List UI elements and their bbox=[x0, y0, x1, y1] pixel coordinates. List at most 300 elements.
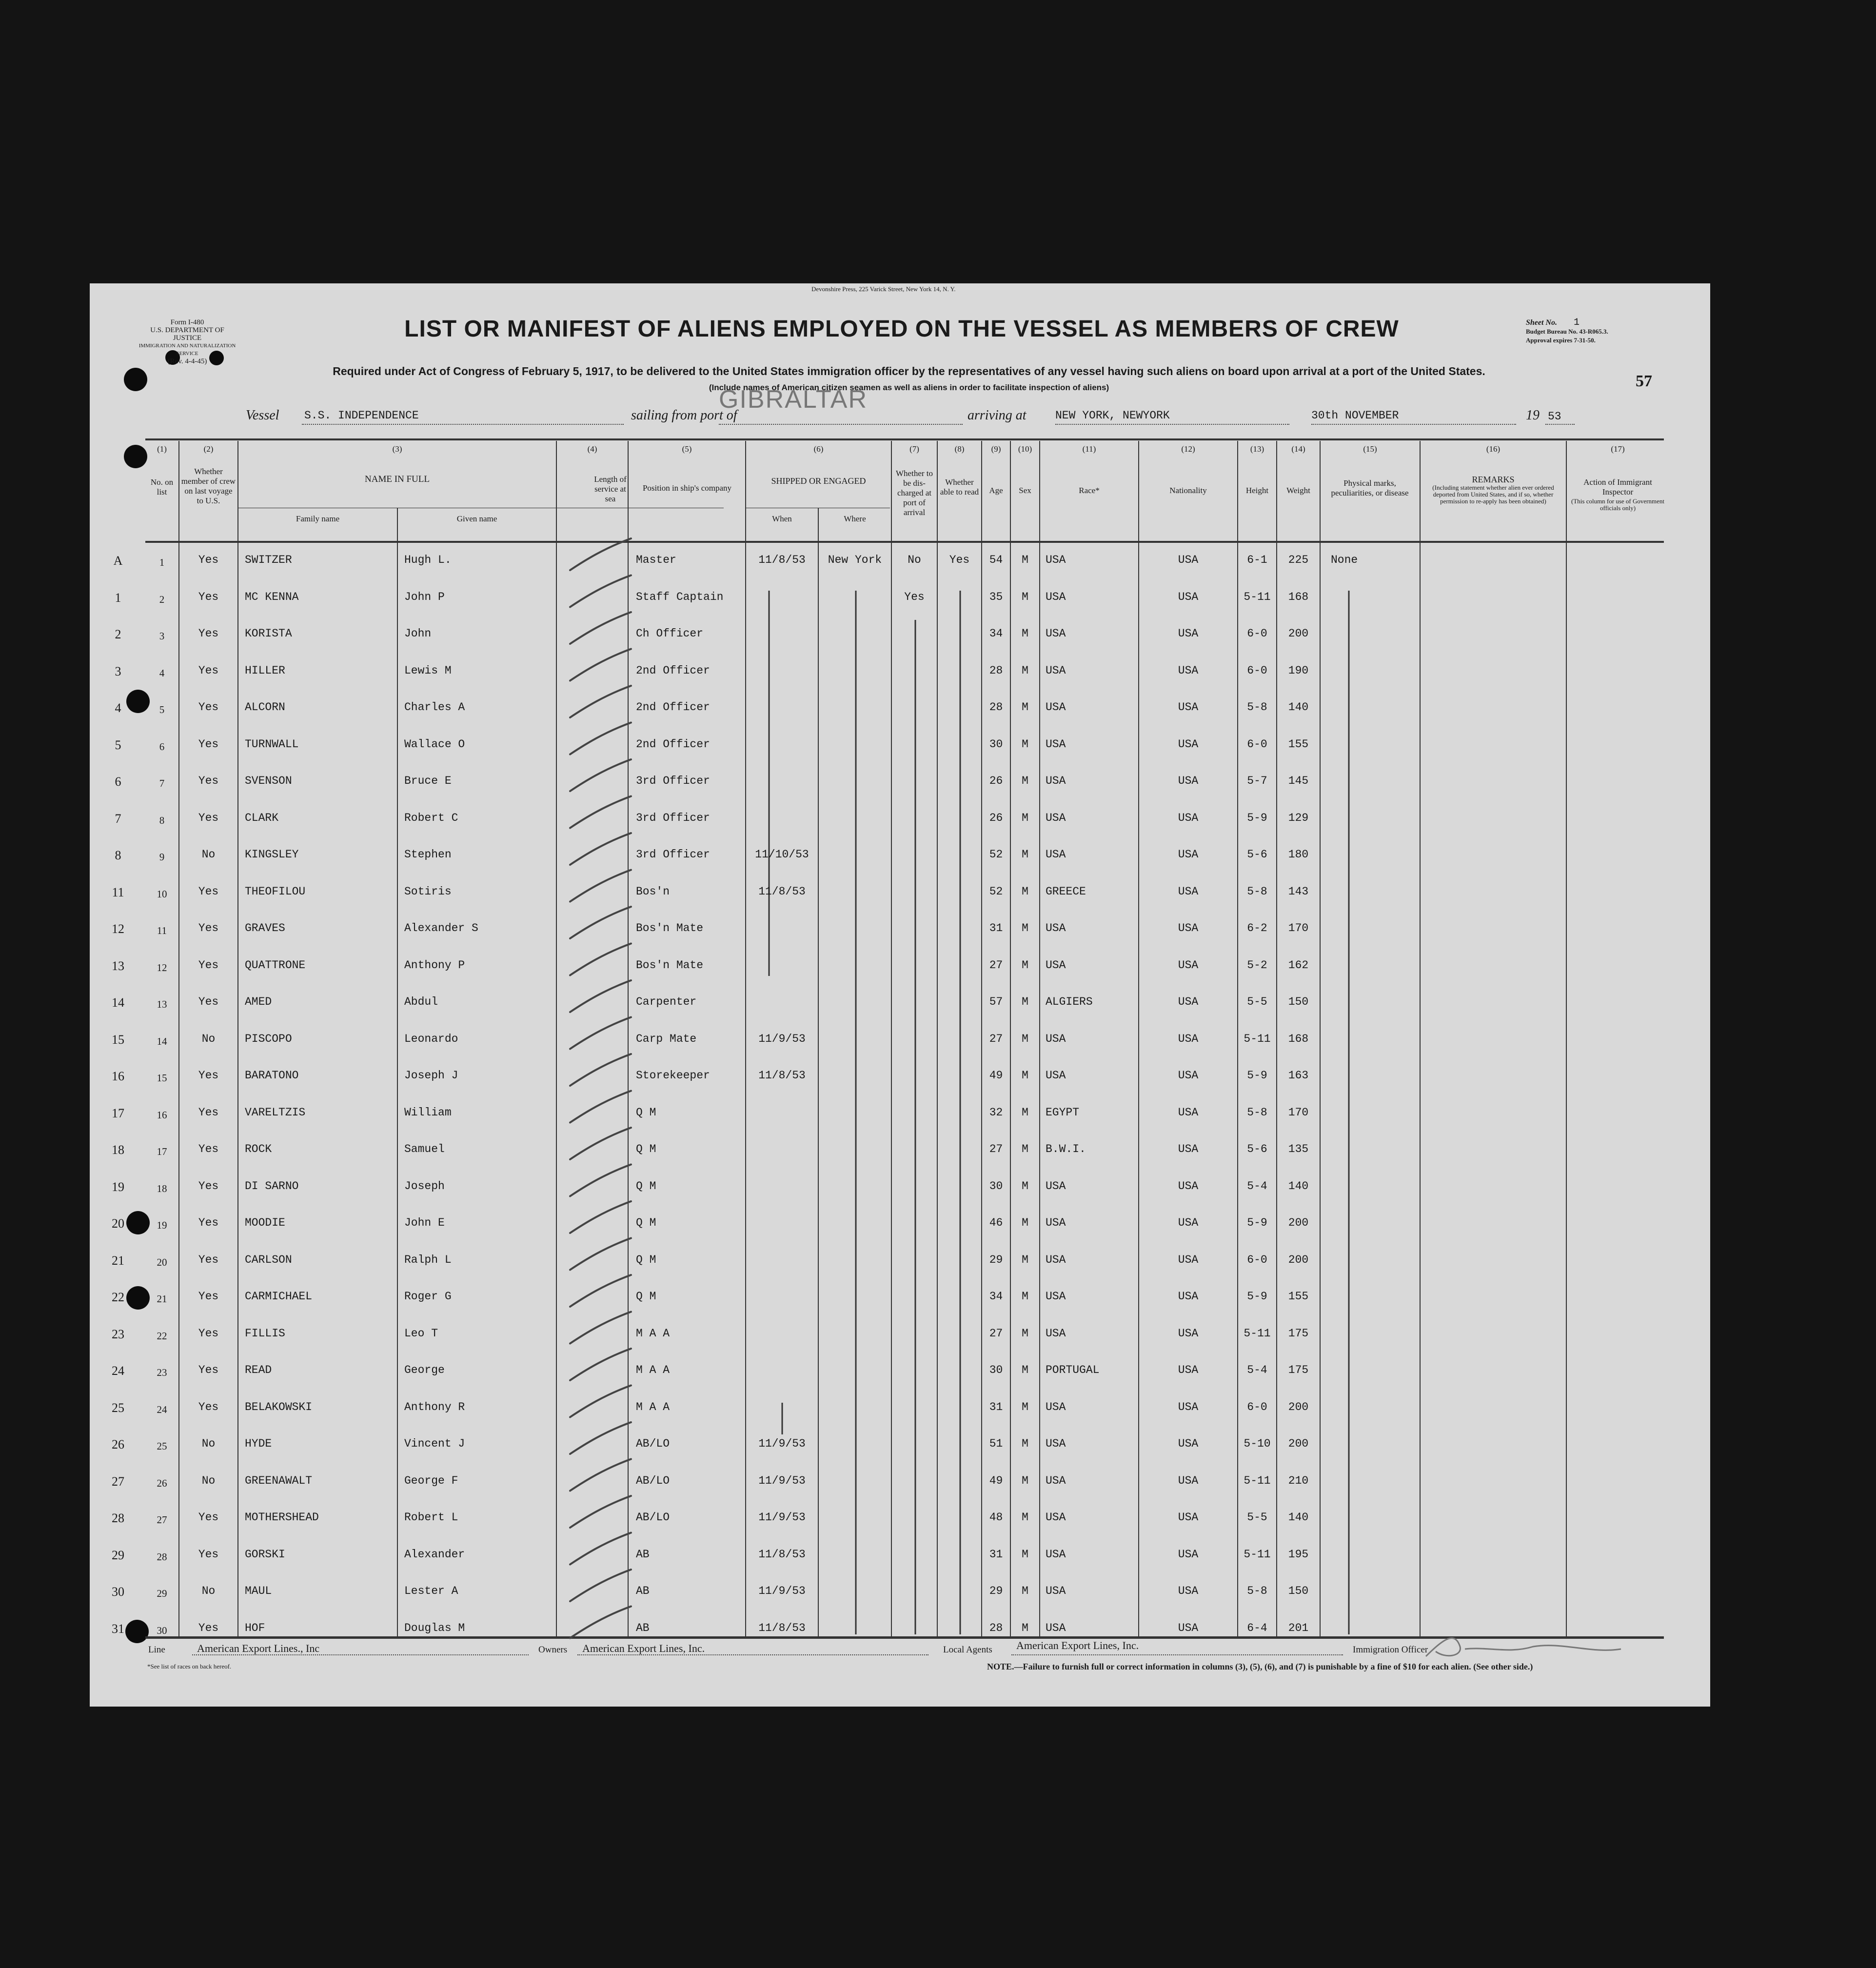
service-checkmarks bbox=[570, 538, 631, 1638]
row-height: 5-6 bbox=[1247, 848, 1267, 861]
row-height: 6-0 bbox=[1247, 627, 1267, 640]
row-position: Bos'n Mate bbox=[636, 958, 704, 972]
col-header-where: Where bbox=[844, 514, 866, 523]
service-checkmark bbox=[570, 980, 631, 1012]
row-weight: 168 bbox=[1288, 590, 1309, 603]
row-nationality: USA bbox=[1178, 701, 1199, 714]
col-header-remarks-note: (Including statement whether alien ever ordered deported from United States, and if so, whether permission to re-apply has been obtained) bbox=[1432, 484, 1554, 505]
row-number: 3 bbox=[159, 630, 165, 642]
row-given-name: George F bbox=[404, 1474, 458, 1487]
row-position: Q M bbox=[636, 1106, 656, 1119]
row-shipped-where: New York bbox=[828, 554, 882, 566]
service-checkmark bbox=[570, 1017, 631, 1049]
handwriting-layer bbox=[90, 283, 1710, 1707]
row-last-voyage: Yes bbox=[198, 1069, 219, 1082]
row-position: 3rd Officer bbox=[636, 775, 710, 787]
row-position: 3rd Officer bbox=[636, 811, 710, 824]
col-header-given: Given name bbox=[456, 514, 497, 523]
row-sex: M bbox=[1022, 958, 1028, 972]
row-sex: M bbox=[1022, 554, 1028, 566]
row-given-name: Anthony P bbox=[404, 958, 465, 972]
row-reference: 7 bbox=[115, 811, 121, 826]
row-age: 28 bbox=[989, 701, 1003, 714]
agents-underline bbox=[1011, 1654, 1343, 1655]
row-given-name: Douglas M bbox=[404, 1621, 465, 1634]
row-age: 29 bbox=[989, 1585, 1003, 1597]
row-sex: M bbox=[1022, 1511, 1028, 1524]
row-number: 14 bbox=[157, 1035, 167, 1047]
col-number: (11) bbox=[1082, 444, 1096, 454]
row-given-name: Stephen bbox=[404, 848, 452, 861]
row-race: USA bbox=[1046, 922, 1066, 934]
row-age: 27 bbox=[989, 1143, 1003, 1155]
row-nationality: USA bbox=[1178, 922, 1199, 934]
row-nationality: USA bbox=[1178, 1474, 1199, 1487]
row-position: 2nd Officer bbox=[636, 737, 710, 751]
col-header-remarks: REMARKS bbox=[1472, 475, 1515, 484]
row-reference: 17 bbox=[112, 1106, 124, 1120]
row-given-name: Leonardo bbox=[404, 1032, 458, 1045]
row-height: 6-0 bbox=[1247, 1253, 1267, 1266]
row-nationality: USA bbox=[1178, 590, 1199, 603]
row-height: 6-0 bbox=[1247, 737, 1267, 751]
row-weight: 135 bbox=[1288, 1143, 1309, 1155]
row-height: 5-9 bbox=[1247, 1290, 1267, 1303]
row-reference: 16 bbox=[112, 1069, 124, 1083]
row-height: 5-11 bbox=[1244, 1327, 1271, 1340]
row-sex: M bbox=[1022, 1400, 1028, 1413]
row-nationality: USA bbox=[1178, 1290, 1199, 1303]
service-checkmark bbox=[570, 538, 631, 570]
row-family-name: CLARK bbox=[245, 811, 279, 824]
row-race: USA bbox=[1046, 1290, 1066, 1303]
row-given-name: Roger G bbox=[404, 1290, 452, 1303]
row-family-name: MOODIE bbox=[245, 1216, 285, 1229]
row-race: USA bbox=[1046, 1400, 1066, 1413]
service-checkmark bbox=[570, 1054, 631, 1086]
row-shipped-when: 11/8/53 bbox=[758, 1621, 806, 1634]
row-weight: 140 bbox=[1288, 1179, 1309, 1193]
row-age: 30 bbox=[989, 1179, 1003, 1193]
row-number: 1 bbox=[159, 557, 165, 568]
row-number: 7 bbox=[159, 777, 165, 789]
service-checkmark bbox=[570, 686, 631, 717]
row-given-name: Abdul bbox=[404, 995, 438, 1008]
col-header-position: Position in ship's company bbox=[642, 483, 732, 493]
row-age: 34 bbox=[989, 1290, 1003, 1303]
row-family-name: AMED bbox=[245, 995, 272, 1008]
row-position: Ch Officer bbox=[636, 627, 704, 640]
row-reference: 1 bbox=[115, 590, 121, 605]
row-age: 30 bbox=[989, 737, 1003, 751]
row-number: 29 bbox=[157, 1588, 167, 1599]
row-height: 5-11 bbox=[1244, 1474, 1271, 1487]
row-given-name: Anthony R bbox=[404, 1400, 465, 1413]
line-value: American Export Lines., Inc bbox=[197, 1642, 320, 1654]
row-nationality: USA bbox=[1178, 958, 1199, 972]
row-nationality: USA bbox=[1178, 811, 1199, 824]
printer-imprint: Devonshire Press, 225 Varick Street, New York 14, N. Y. bbox=[811, 285, 956, 293]
row-last-voyage: Yes bbox=[198, 1548, 219, 1561]
row-last-voyage: Yes bbox=[198, 1511, 219, 1524]
row-weight: 140 bbox=[1288, 701, 1309, 714]
row-nationality: USA bbox=[1178, 1621, 1199, 1634]
row-number: 22 bbox=[157, 1330, 167, 1342]
row-number: 6 bbox=[159, 740, 165, 753]
row-number: 11 bbox=[157, 925, 167, 936]
row-race: USA bbox=[1046, 1216, 1066, 1229]
service-checkmark bbox=[570, 1238, 631, 1270]
col-header-read: Whether able to read bbox=[940, 477, 979, 497]
row-reference: 21 bbox=[112, 1253, 124, 1268]
row-number: 12 bbox=[157, 961, 167, 974]
row-sex: M bbox=[1022, 1032, 1028, 1045]
row-sex: M bbox=[1022, 1548, 1028, 1561]
row-last-voyage: Yes bbox=[198, 627, 219, 640]
row-weight: 190 bbox=[1288, 664, 1309, 677]
penalty-note: NOTE.—Failure to furnish full or correct information in columns (3), (5), (6), and (7) is punishable by a fine of $10 for each alien. (See other side.) bbox=[987, 1662, 1533, 1671]
row-sex: M bbox=[1022, 627, 1028, 640]
year-prefix: 19 bbox=[1526, 408, 1540, 423]
row-nationality: USA bbox=[1178, 1548, 1199, 1561]
row-age: 28 bbox=[989, 664, 1003, 677]
row-reference: 5 bbox=[115, 737, 121, 752]
row-height: 5-11 bbox=[1244, 1548, 1271, 1561]
row-last-voyage: No bbox=[201, 1585, 216, 1597]
service-checkmark bbox=[570, 870, 631, 902]
col-number: (6) bbox=[813, 444, 824, 454]
row-reference: 12 bbox=[112, 922, 124, 936]
row-nationality: USA bbox=[1178, 995, 1199, 1008]
row-family-name: CARMICHAEL bbox=[245, 1290, 313, 1303]
col-header-discharged: Whether to be dis-charged at port of arrival bbox=[896, 469, 933, 517]
row-reference: 27 bbox=[112, 1474, 124, 1489]
row-sex: M bbox=[1022, 590, 1028, 603]
page-subtitle: Required under Act of Congress of February 5, 1917, to be delivered to the United States immigration officer by the representatives of any vessel having such aliens on board upon arrival at a port of the United States. bbox=[333, 365, 1485, 378]
row-reference: 13 bbox=[112, 958, 124, 973]
row-race: ALGIERS bbox=[1046, 995, 1093, 1008]
row-discharged: No bbox=[908, 554, 921, 566]
row-last-voyage: No bbox=[201, 1032, 216, 1045]
races-note: *See list of races on back hereof. bbox=[147, 1663, 232, 1670]
row-number: 21 bbox=[157, 1293, 167, 1305]
row-height: 5-7 bbox=[1247, 775, 1267, 787]
service-checkmark bbox=[570, 576, 631, 607]
row-weight: 225 bbox=[1288, 554, 1309, 566]
service-checkmark bbox=[570, 1496, 631, 1528]
service-checkmark bbox=[570, 1533, 631, 1565]
arriving-label: arriving at bbox=[968, 408, 1027, 423]
service-checkmark bbox=[570, 1570, 631, 1601]
service-checkmark bbox=[570, 1201, 631, 1233]
row-last-voyage: Yes bbox=[198, 922, 219, 934]
service-checkmark bbox=[570, 649, 631, 681]
service-checkmark bbox=[570, 1128, 631, 1159]
row-last-voyage: Yes bbox=[198, 1216, 219, 1229]
row-reference: 25 bbox=[112, 1400, 124, 1415]
row-last-voyage: Yes bbox=[198, 995, 219, 1008]
col-number: (1) bbox=[157, 444, 167, 454]
service-checkmark bbox=[570, 907, 631, 938]
service-checkmark bbox=[570, 833, 631, 865]
row-given-name: William bbox=[404, 1106, 452, 1119]
row-sex: M bbox=[1022, 1474, 1028, 1487]
row-family-name: GORSKI bbox=[245, 1548, 285, 1561]
row-age: 27 bbox=[989, 958, 1003, 972]
row-race: USA bbox=[1046, 1585, 1066, 1597]
row-given-name: Ralph L bbox=[404, 1253, 452, 1266]
row-height: 5-8 bbox=[1247, 701, 1267, 714]
row-shipped-when: 11/8/53 bbox=[758, 1548, 806, 1561]
row-race: USA bbox=[1046, 958, 1066, 972]
service-checkmark bbox=[570, 759, 631, 791]
row-height: 5-2 bbox=[1247, 958, 1267, 972]
row-number: 25 bbox=[157, 1440, 167, 1452]
row-last-voyage: Yes bbox=[198, 811, 219, 824]
row-position: Staff Captain bbox=[636, 590, 724, 603]
row-weight: 140 bbox=[1288, 1511, 1309, 1524]
row-sex: M bbox=[1022, 995, 1028, 1008]
row-position: Q M bbox=[636, 1216, 656, 1229]
row-position: AB bbox=[636, 1621, 650, 1634]
form-service: IMMIGRATION AND NATURALIZATION SERVICE bbox=[138, 343, 236, 357]
row-family-name: MOTHERSHEAD bbox=[245, 1511, 319, 1524]
row-nationality: USA bbox=[1178, 737, 1199, 751]
row-race: USA bbox=[1046, 627, 1066, 640]
row-sex: M bbox=[1022, 1621, 1028, 1634]
row-weight: 143 bbox=[1288, 885, 1309, 898]
owners-label: Owners bbox=[538, 1645, 568, 1655]
row-race: GREECE bbox=[1046, 885, 1086, 898]
row-age: 52 bbox=[989, 885, 1003, 898]
row-age: 52 bbox=[989, 848, 1003, 861]
row-race: USA bbox=[1046, 1179, 1066, 1193]
row-nationality: USA bbox=[1178, 1400, 1199, 1413]
row-age: 57 bbox=[989, 995, 1003, 1008]
row-last-voyage: Yes bbox=[198, 1621, 219, 1634]
row-number: 10 bbox=[157, 888, 167, 900]
row-nationality: USA bbox=[1178, 885, 1199, 898]
row-sex: M bbox=[1022, 701, 1028, 714]
col-number: (17) bbox=[1611, 444, 1625, 454]
line-underline bbox=[192, 1654, 529, 1655]
row-sex: M bbox=[1022, 664, 1028, 677]
row-reference: 23 bbox=[112, 1327, 124, 1341]
row-position: Master bbox=[636, 554, 676, 566]
row-number: 19 bbox=[157, 1219, 167, 1231]
col-number: (14) bbox=[1291, 444, 1305, 454]
row-reference: 11 bbox=[112, 885, 124, 899]
row-shipped-when: 11/8/53 bbox=[758, 554, 806, 566]
row-weight: 168 bbox=[1288, 1032, 1309, 1045]
row-last-voyage: Yes bbox=[198, 1143, 219, 1155]
row-height: 5-8 bbox=[1247, 885, 1267, 898]
row-sex: M bbox=[1022, 1106, 1028, 1119]
row-nationality: USA bbox=[1178, 848, 1199, 861]
row-reference: 18 bbox=[112, 1143, 124, 1157]
line-label: Line bbox=[148, 1645, 165, 1655]
col-header-family: Family name bbox=[296, 514, 340, 523]
row-position: 3rd Officer bbox=[636, 848, 710, 861]
row-shipped-when: 11/9/53 bbox=[758, 1585, 806, 1597]
row-sex: M bbox=[1022, 1364, 1028, 1376]
row-height: 5-8 bbox=[1247, 1585, 1267, 1597]
row-family-name: QUATTRONE bbox=[245, 958, 306, 972]
row-nationality: USA bbox=[1178, 1179, 1199, 1193]
col-number: (7) bbox=[909, 444, 919, 454]
row-given-name: Leo T bbox=[404, 1327, 438, 1340]
row-race: USA bbox=[1046, 775, 1066, 787]
row-number: 18 bbox=[157, 1182, 167, 1194]
row-nationality: USA bbox=[1178, 1143, 1199, 1155]
row-sex: M bbox=[1022, 1179, 1028, 1193]
row-position: Carp Mate bbox=[636, 1032, 697, 1045]
page-number: 57 bbox=[1636, 372, 1652, 390]
row-number: 13 bbox=[157, 998, 167, 1010]
sheet-number: 1 bbox=[1574, 317, 1580, 328]
row-age: 49 bbox=[989, 1474, 1003, 1487]
row-number: 23 bbox=[157, 1367, 167, 1378]
col-header-age: Age bbox=[989, 486, 1003, 495]
row-weight: 155 bbox=[1288, 737, 1309, 751]
row-sex: M bbox=[1022, 1585, 1028, 1597]
owners-underline bbox=[577, 1654, 928, 1655]
row-nationality: USA bbox=[1178, 1327, 1199, 1340]
row-family-name: READ bbox=[245, 1364, 272, 1376]
col-header-sex: Sex bbox=[1019, 486, 1031, 495]
row-height: 5-9 bbox=[1247, 1069, 1267, 1082]
row-weight: 129 bbox=[1288, 811, 1309, 824]
row-age: 54 bbox=[989, 554, 1003, 566]
row-family-name: HOF bbox=[245, 1621, 265, 1634]
row-given-name: Robert C bbox=[404, 811, 458, 824]
row-nationality: USA bbox=[1178, 1069, 1199, 1082]
service-checkmark bbox=[570, 612, 631, 644]
page-subnote: (Include names of American citizen seamen as well as aliens in order to facilitate inspection of aliens) bbox=[709, 383, 1109, 392]
col-header-inspector: Action of Immigrant Inspector bbox=[1583, 477, 1652, 497]
row-number: 24 bbox=[157, 1403, 167, 1415]
service-checkmark bbox=[570, 1312, 631, 1344]
row-given-name: George bbox=[404, 1364, 445, 1376]
row-age: 46 bbox=[989, 1216, 1003, 1229]
row-reference: 20 bbox=[112, 1216, 124, 1231]
row-nationality: USA bbox=[1178, 775, 1199, 787]
row-weight: 170 bbox=[1288, 922, 1309, 934]
row-reference: 24 bbox=[112, 1364, 124, 1378]
row-given-name: Alexander bbox=[404, 1548, 465, 1561]
row-reference: 31 bbox=[112, 1621, 124, 1636]
row-weight: 210 bbox=[1288, 1474, 1309, 1487]
row-number: 16 bbox=[157, 1109, 167, 1121]
row-family-name: MC KENNA bbox=[245, 590, 299, 603]
row-last-voyage: Yes bbox=[198, 1290, 219, 1303]
row-race: USA bbox=[1046, 1621, 1066, 1634]
row-family-name: THEOFILOU bbox=[245, 885, 306, 898]
row-last-voyage: Yes bbox=[198, 554, 219, 566]
row-last-voyage: Yes bbox=[198, 1364, 219, 1376]
row-race: USA bbox=[1046, 664, 1066, 677]
row-number: 8 bbox=[159, 814, 165, 826]
row-height: 5-5 bbox=[1247, 1511, 1267, 1524]
col-header-when: When bbox=[772, 514, 792, 523]
row-reference: 15 bbox=[112, 1032, 124, 1047]
row-position: AB/LO bbox=[636, 1511, 670, 1524]
row-given-name: John E bbox=[404, 1216, 445, 1229]
row-last-voyage: Yes bbox=[198, 737, 219, 751]
row-reference: 26 bbox=[112, 1437, 124, 1451]
row-family-name: FILLIS bbox=[245, 1327, 285, 1340]
col-number: (3) bbox=[392, 444, 402, 454]
row-given-name: Sotiris bbox=[404, 885, 452, 898]
row-age: 29 bbox=[989, 1253, 1003, 1266]
row-height: 5-11 bbox=[1244, 590, 1271, 603]
row-height: 5-5 bbox=[1247, 995, 1267, 1008]
row-age: 31 bbox=[989, 922, 1003, 934]
row-last-voyage: Yes bbox=[198, 1106, 219, 1119]
row-position: Bos'n bbox=[636, 885, 670, 898]
row-height: 5-9 bbox=[1247, 1216, 1267, 1229]
form-number: Form I-480 bbox=[170, 318, 204, 326]
row-family-name: KINGSLEY bbox=[245, 848, 299, 861]
row-number: 30 bbox=[157, 1624, 167, 1636]
row-given-name: Alexander S bbox=[404, 922, 478, 934]
row-last-voyage: Yes bbox=[198, 1327, 219, 1340]
row-position: Q M bbox=[636, 1179, 656, 1193]
row-weight: 175 bbox=[1288, 1327, 1309, 1340]
row-family-name: HYDE bbox=[245, 1437, 272, 1450]
row-last-voyage: Yes bbox=[198, 590, 219, 603]
row-family-name: DI SARNO bbox=[245, 1179, 299, 1193]
col-number: (8) bbox=[954, 444, 965, 454]
row-age: 27 bbox=[989, 1327, 1003, 1340]
col-header-service: Length of service at sea bbox=[594, 475, 627, 503]
col-header-no: No. on list bbox=[150, 477, 174, 497]
row-shipped-when: 11/9/53 bbox=[758, 1511, 806, 1524]
row-position: AB/LO bbox=[636, 1474, 670, 1487]
row-height: 5-10 bbox=[1244, 1437, 1271, 1450]
sailing-label: sailing from port of bbox=[631, 408, 737, 423]
row-number: 4 bbox=[159, 667, 165, 679]
row-reference: 6 bbox=[115, 775, 121, 789]
row-number: 5 bbox=[159, 704, 165, 716]
row-weight: 200 bbox=[1288, 1437, 1309, 1450]
row-height: 5-4 bbox=[1247, 1364, 1267, 1376]
row-last-voyage: Yes bbox=[198, 1179, 219, 1193]
col-header-inspector-note: (This column for use of Government officials only) bbox=[1571, 497, 1664, 512]
row-shipped-when: 11/9/53 bbox=[758, 1474, 806, 1487]
row-reference: 2 bbox=[115, 627, 121, 641]
row-physical-marks: None bbox=[1331, 554, 1358, 566]
row-race: USA bbox=[1046, 811, 1066, 824]
row-last-voyage: Yes bbox=[198, 958, 219, 972]
row-given-name: Hugh L. bbox=[404, 554, 452, 566]
row-position: Storekeeper bbox=[636, 1069, 710, 1082]
port-stamp: GIBRALTAR bbox=[719, 385, 868, 414]
row-last-voyage: Yes bbox=[198, 664, 219, 677]
row-weight: 163 bbox=[1288, 1069, 1309, 1082]
row-family-name: BARATONO bbox=[245, 1069, 299, 1082]
service-checkmark bbox=[570, 1091, 631, 1123]
row-number: 17 bbox=[157, 1146, 167, 1157]
row-shipped-when: 11/9/53 bbox=[758, 1437, 806, 1450]
row-position: M A A bbox=[636, 1364, 670, 1376]
row-height: 5-11 bbox=[1244, 1032, 1271, 1045]
row-race: USA bbox=[1046, 1327, 1066, 1340]
row-reference: 14 bbox=[112, 995, 124, 1010]
row-family-name: SVENSON bbox=[245, 775, 292, 787]
row-given-name: Robert L bbox=[404, 1511, 458, 1524]
row-weight: 162 bbox=[1288, 958, 1309, 972]
